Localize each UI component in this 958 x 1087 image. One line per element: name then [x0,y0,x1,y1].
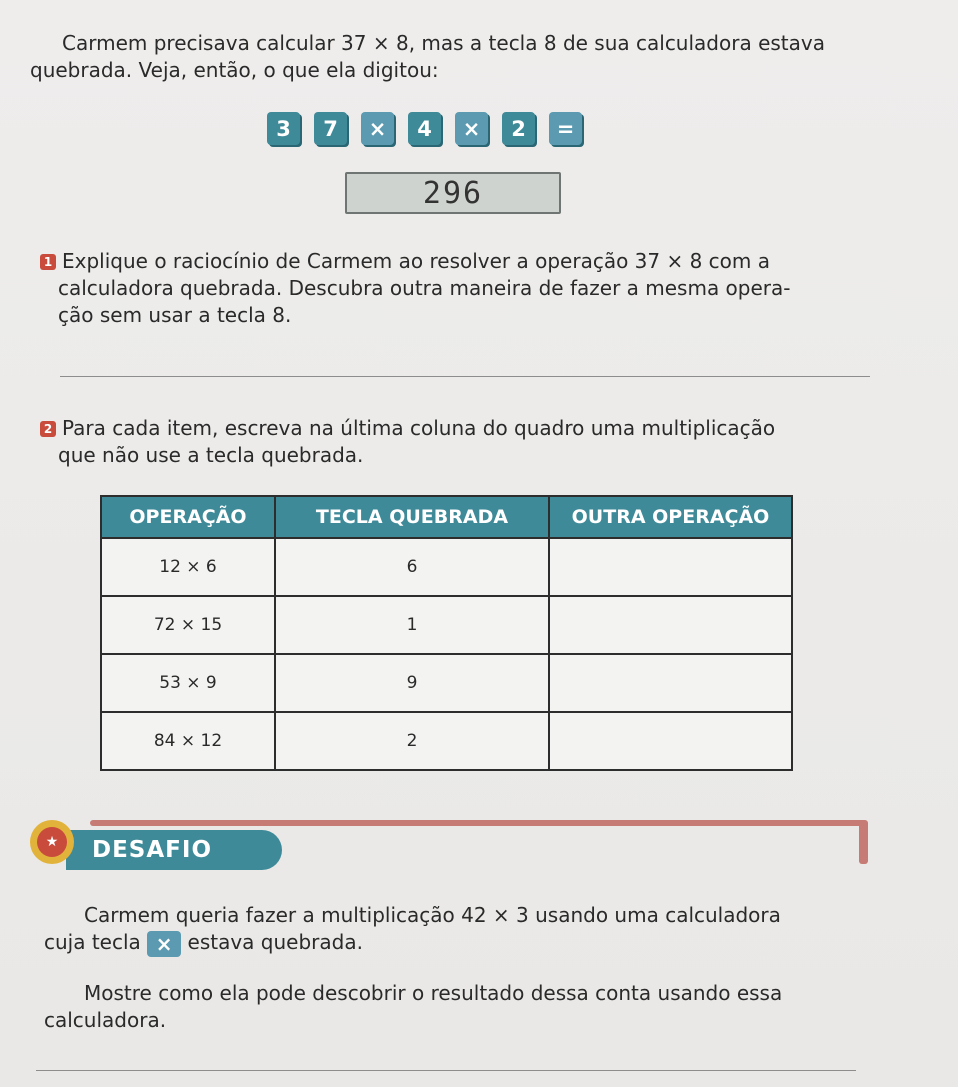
question-2: 2 Para cada item, escreva na última coluna do quadro uma multiplicação que não use a tecla quebrada. [40,415,870,469]
table-row [101,538,792,596]
multiply-key-icon: × [147,931,181,957]
operation-cell: 12 × 6 [101,538,275,596]
question-number-badge: 1 [40,254,56,270]
divider [90,820,865,826]
answer-line[interactable] [36,1070,856,1071]
star-icon: ★ [37,827,67,857]
key-multiply: × [361,112,394,145]
other-operation-cell[interactable] [549,712,792,770]
desafio-header [30,814,875,874]
broken-key-cell: 6 [275,538,549,596]
other-operation-cell[interactable] [549,596,792,654]
challenge-badge-icon [30,820,74,864]
key-equals: = [549,112,582,145]
other-operation-cell[interactable] [549,654,792,712]
table-row [101,712,792,770]
key-4: 4 [408,112,441,145]
operation-cell: 84 × 12 [101,712,275,770]
key-2: 2 [502,112,535,145]
table-row [101,654,792,712]
intro-text: Carmem precisava calcular 37 × 8, mas a tecla 8 de sua calculadora estava quebrada. Veja, então, o que ela digitou: [30,31,825,82]
key-3: 3 [267,112,300,145]
desafio-paragraph-2: Mostre como ela pode descobrir o resultado dessa conta usando essa calculadora. [44,981,783,1032]
table-header-row [101,496,792,538]
broken-key-cell: 1 [275,596,549,654]
table-row [101,596,792,654]
broken-key-cell: 2 [275,712,549,770]
calculator-keys [267,112,582,145]
divider [859,820,868,864]
question-1: 1 Explique o raciocínio de Carmem ao resolver a operação 37 × 8 com a calculadora quebrada. Descubra outra maneira de fazer a mesma opera- ção sem usar a tecla 8. [40,248,870,329]
header-outra-operacao: OUTRA OPERAÇÃO [549,496,792,538]
calculator-display: 296 [345,172,561,214]
answer-line[interactable] [60,376,870,377]
operations-table [100,495,793,771]
desafio-title: DESAFIO [66,830,282,870]
broken-key-cell: 9 [275,654,549,712]
other-operation-cell[interactable] [549,538,792,596]
header-operacao: OPERAÇÃO [101,496,275,538]
question-number-badge: 2 [40,421,56,437]
header-tecla-quebrada: TECLA QUEBRADA [275,496,549,538]
desafio-paragraph-1: Carmem queria fazer a multiplicação 42 × 3 usando uma calculadora cuja tecla × estava quebrada. [44,903,781,956]
operation-cell: 53 × 9 [101,654,275,712]
key-multiply: × [455,112,488,145]
operation-cell: 72 × 15 [101,596,275,654]
key-7: 7 [314,112,347,145]
